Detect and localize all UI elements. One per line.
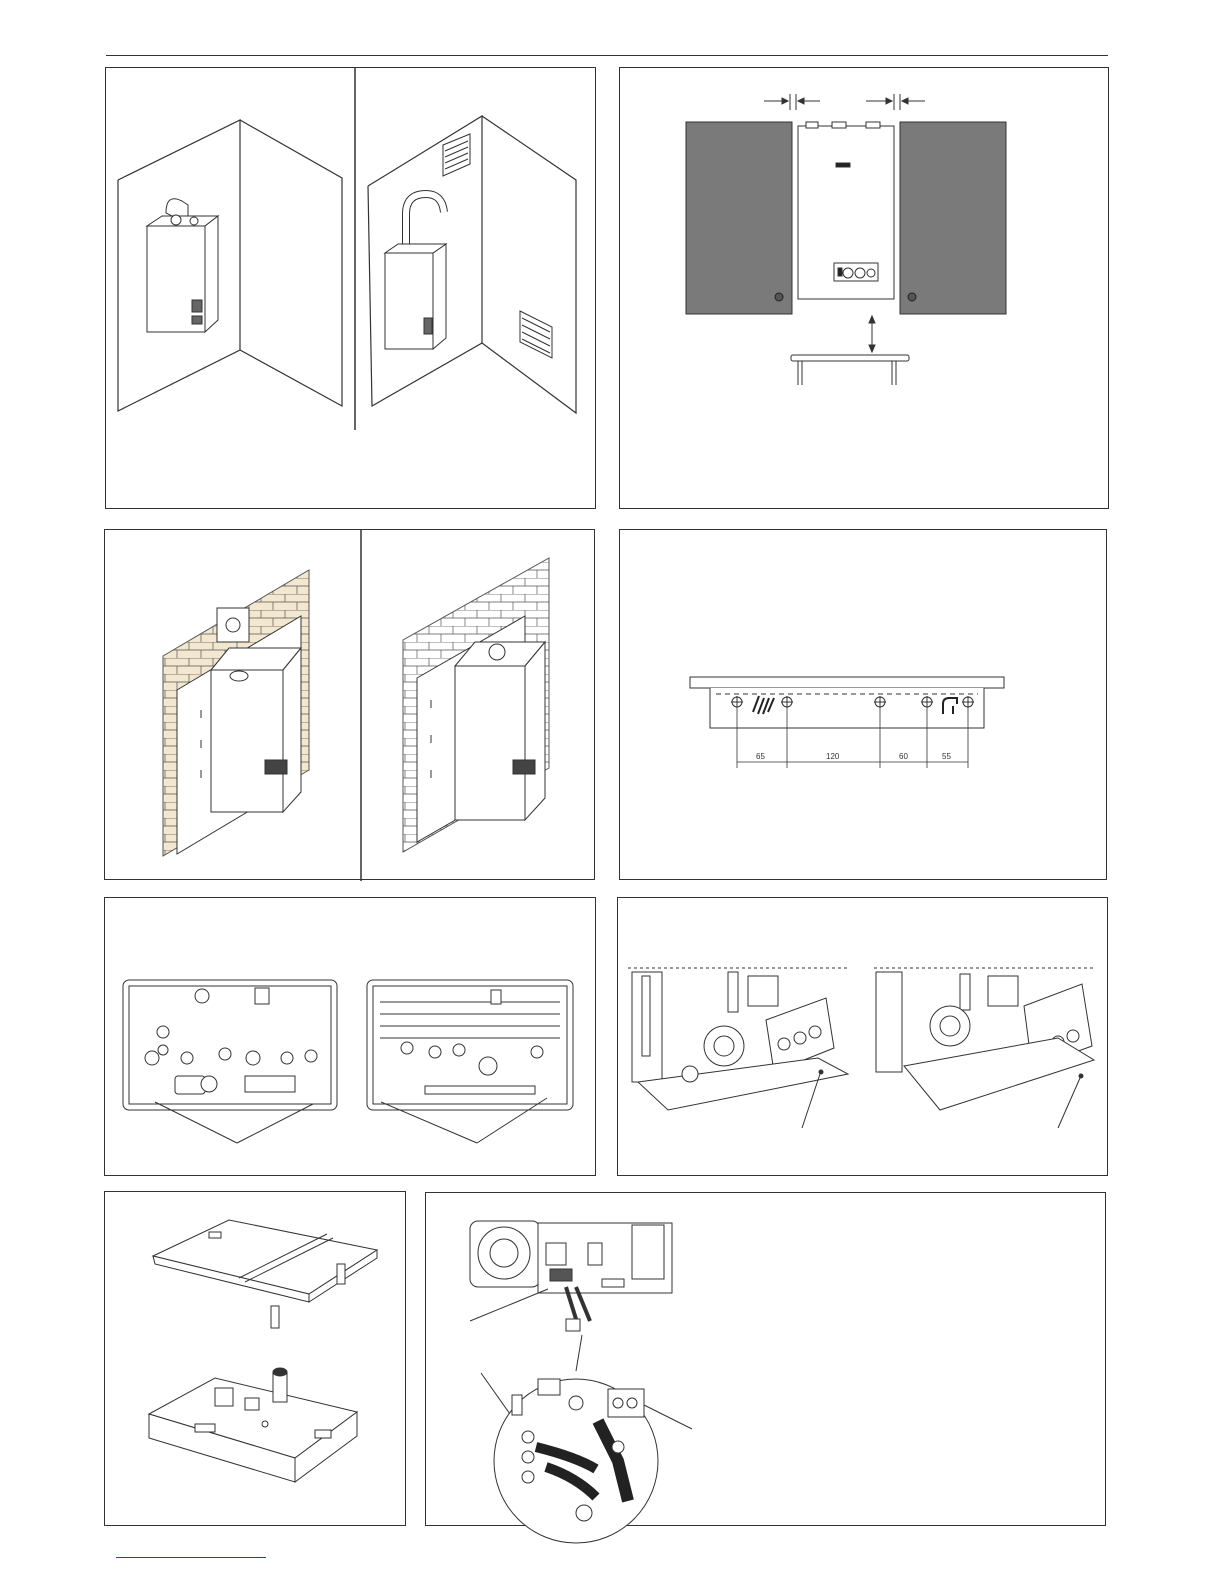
furniture-below xyxy=(791,355,909,385)
footer-link[interactable] xyxy=(116,1557,266,1558)
wall-mounting-drawing xyxy=(105,530,596,881)
boiler-mounted-right xyxy=(455,642,545,820)
clearances-drawing xyxy=(620,68,1110,510)
dimension-label-2: 120 xyxy=(826,752,840,761)
side-clearance-arrows xyxy=(764,94,925,110)
side-cabinet-left xyxy=(686,122,792,314)
header-rule xyxy=(106,55,1108,56)
dimension-label-4: 55 xyxy=(942,752,951,761)
wiring-drawing xyxy=(426,1193,1107,1527)
wiring-detail-circle xyxy=(494,1379,658,1543)
case-screws-drawing xyxy=(105,898,597,1177)
figure-clearances xyxy=(619,67,1109,509)
dimension-label-1: 65 xyxy=(756,752,765,761)
installation-rooms-drawing xyxy=(106,68,597,510)
control-box-cover-drawing xyxy=(105,1192,407,1527)
control-box-lid xyxy=(153,1220,377,1328)
boiler-room-sealed xyxy=(147,199,218,332)
control-box-base xyxy=(149,1368,357,1482)
boiler-front-view xyxy=(798,122,894,299)
figure-control-box-cover xyxy=(104,1191,406,1526)
vent-grille-bottom xyxy=(520,311,552,358)
bottom-clearance xyxy=(869,316,875,352)
internals-right xyxy=(874,968,1094,1110)
figure-wiring xyxy=(425,1192,1106,1526)
figure-installation-rooms xyxy=(105,67,596,509)
wiring-board xyxy=(470,1221,672,1331)
control-panel-drawing xyxy=(618,898,1109,1177)
figure-control-panel xyxy=(617,897,1108,1176)
boiler-room-open xyxy=(385,194,446,349)
connection-dimensions-drawing xyxy=(620,530,1108,881)
dimension-label-3: 60 xyxy=(899,752,908,761)
vent-grille-top xyxy=(443,134,470,176)
boiler-underside-right xyxy=(367,980,573,1110)
boiler-underside-left xyxy=(123,980,337,1110)
figure-connection-dimensions xyxy=(619,529,1107,880)
side-cabinet-right xyxy=(900,122,1006,314)
figure-wall-mounting xyxy=(104,529,595,880)
figure-case-screws xyxy=(104,897,596,1176)
